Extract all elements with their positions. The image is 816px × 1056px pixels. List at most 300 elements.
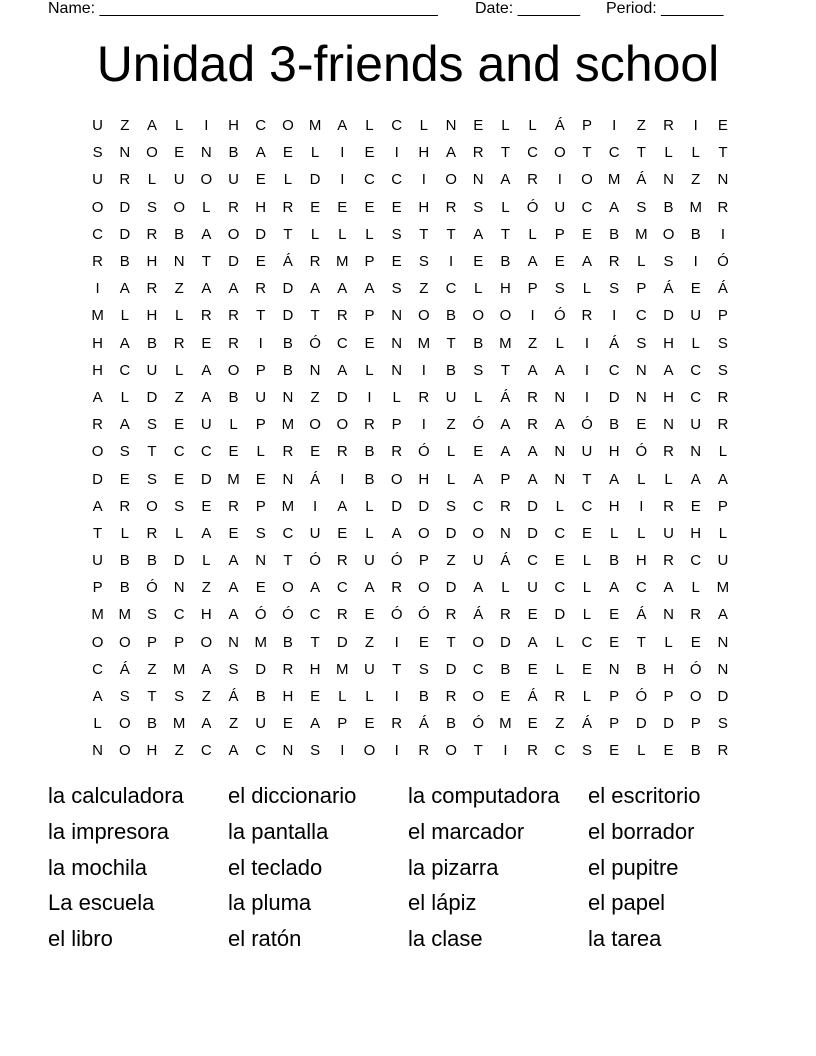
- grid-letter[interactable]: N: [92, 742, 104, 760]
- grid-letter[interactable]: E: [255, 470, 266, 488]
- grid-letter[interactable]: N: [282, 470, 294, 488]
- grid-letter[interactable]: C: [364, 171, 375, 189]
- grid-letter[interactable]: N: [635, 388, 647, 406]
- grid-letter[interactable]: C: [309, 606, 321, 624]
- grid-letter[interactable]: L: [365, 225, 374, 243]
- grid-letter[interactable]: N: [173, 253, 185, 271]
- grid-letter[interactable]: E: [119, 470, 130, 488]
- grid-letter[interactable]: C: [445, 280, 457, 298]
- grid-letter[interactable]: Ó: [635, 443, 648, 461]
- grid-letter[interactable]: A: [527, 361, 538, 379]
- grid-letter[interactable]: O: [227, 361, 240, 379]
- grid-letter[interactable]: B: [119, 552, 130, 570]
- grid-letter[interactable]: U: [527, 579, 539, 597]
- grid-letter[interactable]: M: [336, 660, 349, 678]
- grid-letter[interactable]: O: [445, 171, 457, 189]
- grid-letter[interactable]: L: [365, 524, 374, 542]
- grid-letter[interactable]: R: [527, 388, 539, 406]
- grid-letter[interactable]: M: [689, 198, 702, 216]
- grid-letter[interactable]: A: [310, 579, 321, 597]
- grid-letter[interactable]: O: [689, 688, 702, 706]
- grid-letter[interactable]: A: [527, 470, 538, 488]
- grid-letter[interactable]: P: [527, 280, 538, 298]
- grid-letter[interactable]: H: [255, 198, 267, 216]
- grid-letter[interactable]: H: [146, 307, 158, 325]
- grid-letter[interactable]: A: [663, 361, 674, 379]
- grid-letter[interactable]: A: [201, 361, 212, 379]
- grid-letter[interactable]: H: [146, 742, 158, 760]
- grid-letter[interactable]: A: [690, 470, 701, 488]
- grid-letter[interactable]: R: [309, 253, 321, 271]
- grid-letter[interactable]: U: [364, 660, 375, 678]
- grid-letter[interactable]: A: [228, 606, 239, 624]
- grid-letter[interactable]: A: [310, 715, 321, 733]
- grid-letter[interactable]: L: [555, 633, 564, 651]
- grid-letter[interactable]: C: [581, 497, 593, 515]
- grid-letter[interactable]: O: [309, 416, 321, 434]
- grid-letter[interactable]: U: [581, 443, 593, 461]
- grid-letter[interactable]: A: [201, 660, 212, 678]
- grid-letter[interactable]: R: [336, 552, 348, 570]
- grid-letter[interactable]: L: [555, 660, 564, 678]
- grid-letter[interactable]: R: [146, 280, 158, 298]
- grid-letter[interactable]: O: [91, 633, 104, 651]
- grid-letter[interactable]: T: [419, 225, 429, 243]
- grid-letter[interactable]: A: [473, 225, 484, 243]
- grid-letter[interactable]: N: [499, 524, 511, 542]
- grid-letter[interactable]: S: [146, 606, 157, 624]
- grid-letter[interactable]: C: [282, 524, 294, 542]
- grid-letter[interactable]: C: [554, 742, 566, 760]
- grid-letter[interactable]: E: [527, 715, 538, 733]
- grid-letter[interactable]: M: [635, 225, 648, 243]
- grid-letter[interactable]: H: [418, 198, 430, 216]
- grid-letter[interactable]: Z: [310, 388, 320, 406]
- grid-letter[interactable]: B: [446, 307, 457, 325]
- grid-letter[interactable]: Z: [528, 334, 538, 352]
- grid-letter[interactable]: B: [364, 443, 375, 461]
- grid-letter[interactable]: L: [392, 388, 401, 406]
- grid-letter[interactable]: B: [663, 198, 674, 216]
- grid-letter[interactable]: S: [636, 334, 647, 352]
- grid-letter[interactable]: T: [636, 633, 646, 651]
- grid-letter[interactable]: O: [146, 497, 158, 515]
- grid-letter[interactable]: P: [174, 633, 185, 651]
- grid-letter[interactable]: Z: [228, 715, 239, 733]
- grid-letter[interactable]: E: [174, 144, 185, 162]
- grid-letter[interactable]: R: [228, 497, 239, 515]
- grid-letter[interactable]: T: [500, 144, 510, 162]
- grid-letter[interactable]: U: [309, 524, 321, 542]
- grid-letter[interactable]: I: [612, 117, 617, 135]
- grid-letter[interactable]: U: [92, 117, 104, 135]
- grid-letter[interactable]: R: [391, 579, 403, 597]
- grid-letter[interactable]: S: [446, 497, 457, 515]
- grid-letter[interactable]: U: [717, 552, 729, 570]
- grid-letter[interactable]: I: [313, 497, 318, 515]
- grid-letter[interactable]: A: [228, 280, 239, 298]
- grid-letter[interactable]: L: [120, 524, 129, 542]
- grid-letter[interactable]: L: [419, 117, 429, 135]
- grid-letter[interactable]: S: [663, 253, 674, 271]
- grid-letter[interactable]: I: [584, 334, 590, 352]
- grid-letter[interactable]: E: [201, 334, 212, 352]
- grid-letter[interactable]: S: [391, 280, 402, 298]
- grid-letter[interactable]: A: [554, 361, 565, 379]
- grid-letter[interactable]: D: [228, 253, 239, 271]
- grid-letter[interactable]: S: [255, 524, 266, 542]
- grid-letter[interactable]: L: [446, 470, 456, 488]
- grid-letter[interactable]: L: [93, 715, 102, 733]
- grid-letter[interactable]: Z: [555, 715, 565, 733]
- grid-letter[interactable]: D: [554, 606, 566, 624]
- grid-letter[interactable]: A: [337, 117, 348, 135]
- grid-letter[interactable]: D: [717, 688, 729, 706]
- grid-letter[interactable]: R: [445, 688, 457, 706]
- grid-letter[interactable]: Ó: [254, 606, 267, 624]
- grid-letter[interactable]: N: [717, 171, 729, 189]
- grid-letter[interactable]: T: [201, 253, 211, 271]
- grid-letter[interactable]: A: [500, 443, 511, 461]
- grid-letter[interactable]: C: [119, 361, 131, 379]
- grid-letter[interactable]: S: [636, 198, 647, 216]
- grid-letter[interactable]: L: [555, 497, 564, 515]
- grid-letter[interactable]: Á: [282, 253, 293, 271]
- grid-letter[interactable]: I: [394, 144, 399, 162]
- grid-letter[interactable]: D: [255, 225, 267, 243]
- grid-letter[interactable]: L: [174, 361, 184, 379]
- grid-letter[interactable]: A: [527, 443, 538, 461]
- grid-letter[interactable]: A: [473, 470, 484, 488]
- grid-letter[interactable]: P: [92, 579, 103, 597]
- grid-letter[interactable]: H: [418, 144, 430, 162]
- grid-letter[interactable]: U: [364, 552, 375, 570]
- grid-letter[interactable]: R: [282, 443, 294, 461]
- grid-letter[interactable]: U: [146, 361, 158, 379]
- grid-letter[interactable]: H: [663, 660, 674, 678]
- grid-letter[interactable]: O: [472, 688, 485, 706]
- grid-letter[interactable]: R: [336, 307, 348, 325]
- grid-letter[interactable]: L: [664, 470, 673, 488]
- grid-letter[interactable]: D: [309, 171, 321, 189]
- grid-letter[interactable]: D: [663, 307, 674, 325]
- grid-letter[interactable]: B: [609, 552, 620, 570]
- grid-letter[interactable]: C: [635, 579, 647, 597]
- grid-letter[interactable]: C: [391, 171, 403, 189]
- grid-letter[interactable]: I: [448, 253, 454, 271]
- grid-letter[interactable]: E: [364, 606, 375, 624]
- grid-letter[interactable]: R: [418, 742, 430, 760]
- grid-letter[interactable]: R: [200, 307, 212, 325]
- grid-letter[interactable]: H: [608, 443, 620, 461]
- grid-letter[interactable]: D: [119, 198, 131, 216]
- grid-letter[interactable]: R: [119, 171, 131, 189]
- grid-letter[interactable]: A: [337, 280, 348, 298]
- grid-letter[interactable]: S: [418, 660, 429, 678]
- grid-letter[interactable]: C: [92, 225, 104, 243]
- grid-letter[interactable]: L: [691, 579, 700, 597]
- grid-letter[interactable]: I: [340, 171, 345, 189]
- grid-letter[interactable]: M: [172, 660, 186, 678]
- grid-letter[interactable]: E: [255, 171, 266, 189]
- grid-letter[interactable]: T: [446, 334, 456, 352]
- grid-letter[interactable]: O: [662, 225, 675, 243]
- grid-letter[interactable]: O: [363, 742, 376, 760]
- grid-letter[interactable]: L: [202, 552, 211, 570]
- grid-letter[interactable]: E: [581, 524, 592, 542]
- grid-letter[interactable]: O: [445, 742, 457, 760]
- grid-letter[interactable]: C: [554, 579, 566, 597]
- grid-letter[interactable]: H: [663, 388, 674, 406]
- grid-letter[interactable]: E: [527, 660, 538, 678]
- grid-letter[interactable]: B: [146, 715, 157, 733]
- grid-letter[interactable]: A: [119, 280, 130, 298]
- grid-letter[interactable]: D: [499, 633, 511, 651]
- grid-letter[interactable]: R: [499, 606, 511, 624]
- grid-letter[interactable]: S: [418, 253, 429, 271]
- grid-letter[interactable]: A: [201, 388, 212, 406]
- grid-letter[interactable]: E: [337, 524, 348, 542]
- grid-letter[interactable]: E: [500, 688, 511, 706]
- grid-letter[interactable]: L: [664, 144, 673, 162]
- grid-letter[interactable]: C: [336, 334, 348, 352]
- grid-letter[interactable]: H: [146, 253, 158, 271]
- grid-letter[interactable]: U: [200, 416, 212, 434]
- grid-letter[interactable]: A: [391, 524, 402, 542]
- grid-letter[interactable]: Á: [554, 117, 565, 135]
- grid-letter[interactable]: H: [608, 497, 620, 515]
- grid-letter[interactable]: Ó: [472, 416, 485, 434]
- grid-letter[interactable]: B: [282, 334, 293, 352]
- grid-letter[interactable]: Ó: [553, 307, 566, 325]
- grid-letter[interactable]: D: [445, 579, 457, 597]
- grid-letter[interactable]: M: [716, 579, 730, 597]
- grid-letter[interactable]: U: [228, 171, 239, 189]
- grid-letter[interactable]: E: [690, 497, 701, 515]
- grid-letter[interactable]: I: [367, 388, 372, 406]
- grid-letter[interactable]: C: [608, 144, 620, 162]
- grid-letter[interactable]: L: [582, 280, 592, 298]
- grid-letter[interactable]: E: [609, 633, 620, 651]
- grid-letter[interactable]: R: [527, 742, 539, 760]
- grid-letter[interactable]: B: [636, 660, 647, 678]
- grid-letter[interactable]: A: [364, 579, 375, 597]
- grid-letter[interactable]: R: [663, 552, 674, 570]
- grid-letter[interactable]: E: [391, 198, 402, 216]
- grid-letter[interactable]: P: [609, 688, 620, 706]
- grid-letter[interactable]: T: [310, 633, 320, 651]
- grid-letter[interactable]: P: [146, 633, 157, 651]
- grid-letter[interactable]: L: [338, 225, 347, 243]
- grid-letter[interactable]: I: [340, 144, 345, 162]
- grid-letter[interactable]: R: [527, 171, 539, 189]
- grid-letter[interactable]: S: [119, 688, 130, 706]
- grid-letter[interactable]: R: [717, 742, 729, 760]
- grid-letter[interactable]: S: [717, 715, 728, 733]
- grid-letter[interactable]: B: [364, 470, 375, 488]
- grid-letter[interactable]: O: [118, 633, 131, 651]
- grid-letter[interactable]: N: [282, 388, 294, 406]
- grid-letter[interactable]: H: [309, 660, 321, 678]
- grid-letter[interactable]: L: [365, 688, 374, 706]
- grid-letter[interactable]: C: [472, 497, 484, 515]
- grid-letter[interactable]: A: [717, 470, 728, 488]
- grid-letter[interactable]: R: [228, 334, 239, 352]
- grid-letter[interactable]: B: [146, 334, 157, 352]
- grid-letter[interactable]: N: [663, 171, 674, 189]
- grid-letter[interactable]: Á: [663, 280, 674, 298]
- grid-letter[interactable]: Ó: [581, 416, 593, 434]
- grid-letter[interactable]: D: [635, 715, 647, 733]
- grid-letter[interactable]: A: [717, 606, 728, 624]
- grid-letter[interactable]: U: [554, 198, 566, 216]
- grid-letter[interactable]: R: [119, 497, 131, 515]
- grid-letter[interactable]: H: [635, 552, 647, 570]
- grid-letter[interactable]: Z: [364, 633, 375, 651]
- grid-letter[interactable]: E: [717, 117, 728, 135]
- grid-letter[interactable]: C: [173, 443, 185, 461]
- grid-letter[interactable]: A: [337, 361, 348, 379]
- grid-letter[interactable]: H: [200, 606, 212, 624]
- grid-letter[interactable]: M: [499, 715, 512, 733]
- grid-letter[interactable]: S: [174, 688, 185, 706]
- grid-letter[interactable]: L: [446, 443, 456, 461]
- grid-letter[interactable]: D: [445, 524, 457, 542]
- grid-letter[interactable]: T: [446, 225, 456, 243]
- grid-letter[interactable]: R: [282, 198, 294, 216]
- grid-letter[interactable]: U: [92, 171, 104, 189]
- grid-letter[interactable]: Á: [636, 606, 647, 624]
- grid-letter[interactable]: I: [340, 742, 345, 760]
- grid-letter[interactable]: L: [582, 579, 592, 597]
- grid-letter[interactable]: A: [119, 334, 130, 352]
- grid-letter[interactable]: P: [554, 225, 565, 243]
- grid-letter[interactable]: O: [418, 579, 430, 597]
- grid-letter[interactable]: A: [228, 742, 239, 760]
- grid-letter[interactable]: S: [473, 361, 484, 379]
- grid-letter[interactable]: L: [718, 443, 728, 461]
- grid-letter[interactable]: L: [174, 117, 184, 135]
- grid-letter[interactable]: L: [637, 742, 646, 760]
- grid-letter[interactable]: R: [690, 606, 702, 624]
- grid-letter[interactable]: U: [255, 388, 267, 406]
- grid-letter[interactable]: E: [282, 715, 293, 733]
- grid-letter[interactable]: Z: [446, 552, 456, 570]
- grid-letter[interactable]: Ó: [472, 715, 485, 733]
- grid-letter[interactable]: T: [283, 552, 293, 570]
- grid-letter[interactable]: I: [95, 280, 100, 298]
- grid-letter[interactable]: Á: [418, 715, 429, 733]
- grid-letter[interactable]: C: [92, 660, 104, 678]
- grid-letter[interactable]: S: [717, 334, 728, 352]
- grid-letter[interactable]: A: [527, 633, 538, 651]
- grid-letter[interactable]: O: [118, 742, 131, 760]
- grid-letter[interactable]: O: [200, 171, 213, 189]
- grid-letter[interactable]: L: [229, 416, 238, 434]
- grid-letter[interactable]: M: [172, 715, 186, 733]
- grid-letter[interactable]: R: [499, 497, 511, 515]
- grid-letter[interactable]: O: [282, 117, 294, 135]
- grid-letter[interactable]: N: [119, 144, 131, 162]
- grid-letter[interactable]: L: [691, 144, 700, 162]
- grid-letter[interactable]: Z: [446, 416, 456, 434]
- grid-letter[interactable]: B: [228, 388, 239, 406]
- grid-letter[interactable]: Z: [147, 660, 157, 678]
- grid-letter[interactable]: R: [92, 416, 104, 434]
- grid-letter[interactable]: B: [446, 361, 457, 379]
- grid-letter[interactable]: S: [174, 497, 185, 515]
- grid-letter[interactable]: L: [718, 524, 728, 542]
- grid-letter[interactable]: R: [92, 253, 104, 271]
- grid-letter[interactable]: L: [202, 198, 211, 216]
- grid-letter[interactable]: P: [418, 552, 429, 570]
- grid-letter[interactable]: O: [336, 416, 349, 434]
- grid-letter[interactable]: U: [445, 388, 457, 406]
- grid-letter[interactable]: A: [337, 497, 348, 515]
- grid-letter[interactable]: S: [310, 742, 321, 760]
- grid-letter[interactable]: M: [607, 171, 621, 189]
- grid-letter[interactable]: M: [336, 253, 349, 271]
- grid-letter[interactable]: D: [527, 524, 539, 542]
- grid-letter[interactable]: D: [527, 497, 539, 515]
- grid-letter[interactable]: E: [581, 660, 592, 678]
- grid-letter[interactable]: T: [582, 144, 592, 162]
- grid-letter[interactable]: T: [93, 524, 103, 542]
- grid-letter[interactable]: C: [472, 660, 484, 678]
- grid-letter[interactable]: H: [499, 280, 511, 298]
- grid-letter[interactable]: N: [554, 388, 566, 406]
- grid-letter[interactable]: C: [200, 443, 212, 461]
- grid-letter[interactable]: Ó: [282, 606, 294, 624]
- grid-letter[interactable]: E: [282, 144, 293, 162]
- grid-letter[interactable]: N: [663, 606, 674, 624]
- grid-letter[interactable]: I: [394, 633, 399, 651]
- grid-letter[interactable]: I: [639, 497, 644, 515]
- grid-letter[interactable]: C: [200, 742, 212, 760]
- grid-letter[interactable]: N: [255, 552, 267, 570]
- grid-letter[interactable]: L: [501, 198, 510, 216]
- grid-letter[interactable]: L: [637, 524, 646, 542]
- grid-letter[interactable]: L: [365, 361, 374, 379]
- grid-letter[interactable]: N: [173, 579, 185, 597]
- grid-letter[interactable]: N: [391, 361, 403, 379]
- grid-letter[interactable]: Z: [636, 117, 646, 135]
- grid-letter[interactable]: A: [310, 280, 321, 298]
- grid-letter[interactable]: B: [473, 334, 484, 352]
- grid-letter[interactable]: R: [391, 443, 403, 461]
- grid-letter[interactable]: S: [119, 443, 130, 461]
- grid-letter[interactable]: S: [146, 416, 157, 434]
- grid-letter[interactable]: D: [336, 633, 348, 651]
- grid-letter[interactable]: O: [418, 524, 430, 542]
- grid-letter[interactable]: U: [92, 552, 104, 570]
- grid-letter[interactable]: A: [364, 280, 375, 298]
- period-field-label[interactable]: Period: _______: [606, 0, 724, 17]
- grid-letter[interactable]: R: [717, 416, 729, 434]
- grid-letter[interactable]: I: [612, 307, 617, 325]
- grid-letter[interactable]: L: [582, 552, 592, 570]
- grid-letter[interactable]: P: [255, 497, 266, 515]
- grid-letter[interactable]: L: [365, 117, 374, 135]
- grid-letter[interactable]: C: [255, 742, 267, 760]
- grid-letter[interactable]: L: [120, 388, 129, 406]
- grid-letter[interactable]: O: [173, 198, 185, 216]
- grid-letter[interactable]: P: [717, 497, 728, 515]
- grid-letter[interactable]: A: [527, 253, 538, 271]
- grid-letter[interactable]: L: [338, 688, 347, 706]
- grid-letter[interactable]: C: [554, 524, 566, 542]
- grid-letter[interactable]: Á: [717, 280, 728, 298]
